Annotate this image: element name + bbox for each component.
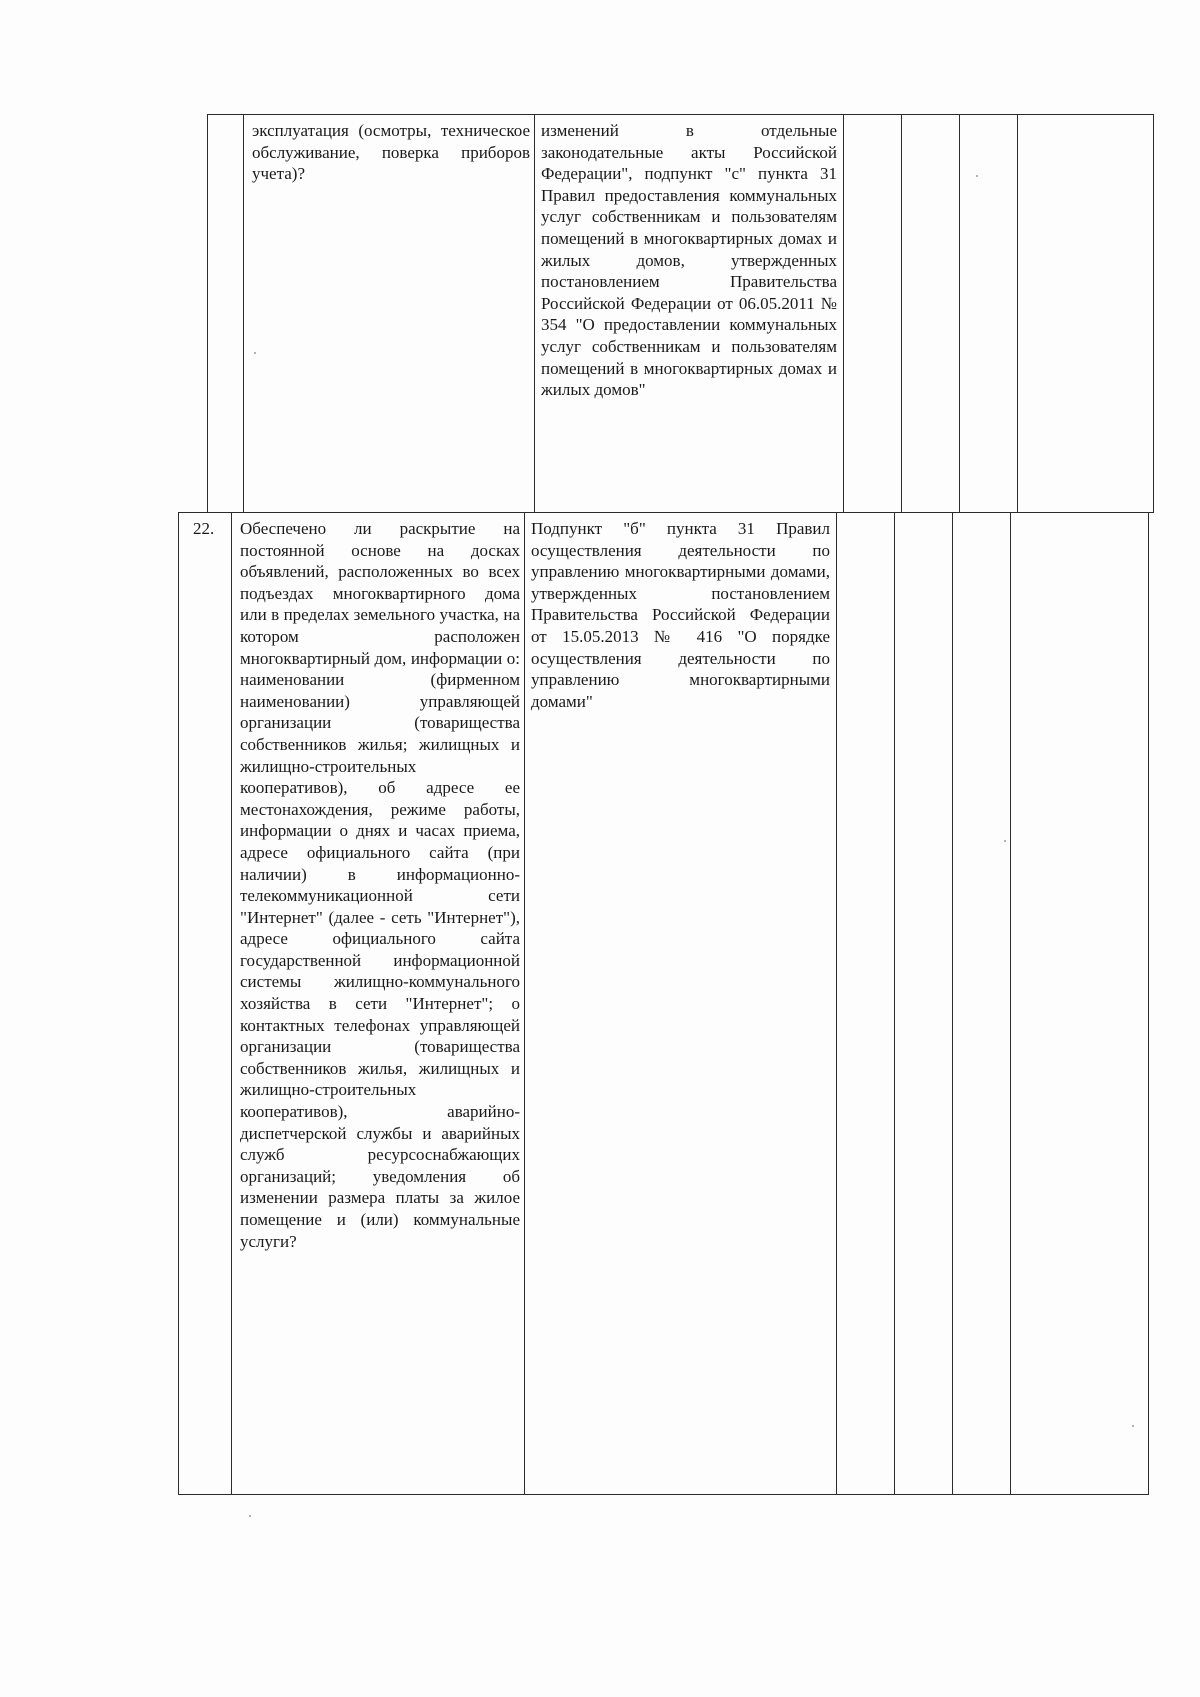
- legal-basis-text: Подпункт "б" пункта 31 Правил осуществления деятельности по управлению многоквартирными домами, утвержденных постановлением Правительства Российской Федерации от 15.05.2013 № 416 "О порядке осуществления деятельности по управлению многоквартирными домами": [531, 519, 830, 711]
- notes-cell[interactable]: [1011, 513, 1149, 1495]
- question-text: эксплуатация (осмотры, техническое обслуживание, поверка приборов учета)?: [252, 121, 530, 184]
- answer-na-cell[interactable]: [953, 513, 1011, 1495]
- legal-basis-text: изменений в отдельные законодательные акты Российской Федерации", подпункт "с" пункта 31 Правил предоставления коммунальных услуг собственникам и пользователям помещений в многоквартирных домах и жилых домов, утвержденных постановлением Правительства Российской Федерации от 06.05.2011 № 354 "О предоставлении коммунальных услуг собственникам и пользователям помещений в многоквартирных домах и жилых домов": [541, 121, 837, 400]
- question-cell: [232, 513, 525, 1495]
- scan-speck: [1004, 840, 1006, 842]
- row-number: [208, 115, 243, 120]
- question-text: Обеспечено ли раскрытие на постоянной основе на досках объявлений, расположенных во всех подъездах многоквартирного дома или в пределах земельного участка, на котором расположен многоквартирный дом, информации о: наименовании (фирменном наименовании) управляющей организации (товарищества собственников жилья; жилищных и жилищно-строительных кооперативов), об адресе ее местонахождения, режиме работы, информации о днях и часах приема, адресе официального сайта (при наличии) в информационно-телекоммуникационной сети "Интернет" (далее - сеть "Интернет"), адресе официального сайта государственной информационной системы жилищно-коммунального хозяйства в сети "Интернет"; о контактных телефонах управляющей организации (товарищества собственников жилья, жилищных и жилищно-строительных кооперативов), аварийно-диспетчерской службы и аварийных служб ресурсоснабжающих организаций; уведомления об изменении размера платы за жилое помещение и (или) коммунальные услуги?: [240, 519, 520, 1251]
- scan-speck: [254, 352, 256, 354]
- scan-speck: [976, 175, 978, 177]
- answer-na-cell[interactable]: [960, 115, 1018, 513]
- scan-speck: [249, 1515, 251, 1517]
- legal-basis-cell: [525, 513, 837, 1495]
- scan-speck: [1132, 1425, 1134, 1427]
- row-number: 22.: [193, 519, 215, 538]
- question-cell: [244, 115, 535, 513]
- table-row: [179, 513, 1149, 1495]
- table-row: [208, 115, 1154, 513]
- row-number-cell: [208, 115, 244, 513]
- answer-no-cell[interactable]: [895, 513, 953, 1495]
- legal-basis-cell: [535, 115, 844, 513]
- answer-no-cell[interactable]: [902, 115, 960, 513]
- checklist-table-item-22: [178, 512, 1149, 1495]
- answer-yes-cell[interactable]: [837, 513, 895, 1495]
- checklist-table-continuation: [207, 114, 1154, 513]
- answer-yes-cell[interactable]: [844, 115, 902, 513]
- notes-cell[interactable]: [1018, 115, 1154, 513]
- row-number-cell: [179, 513, 232, 1495]
